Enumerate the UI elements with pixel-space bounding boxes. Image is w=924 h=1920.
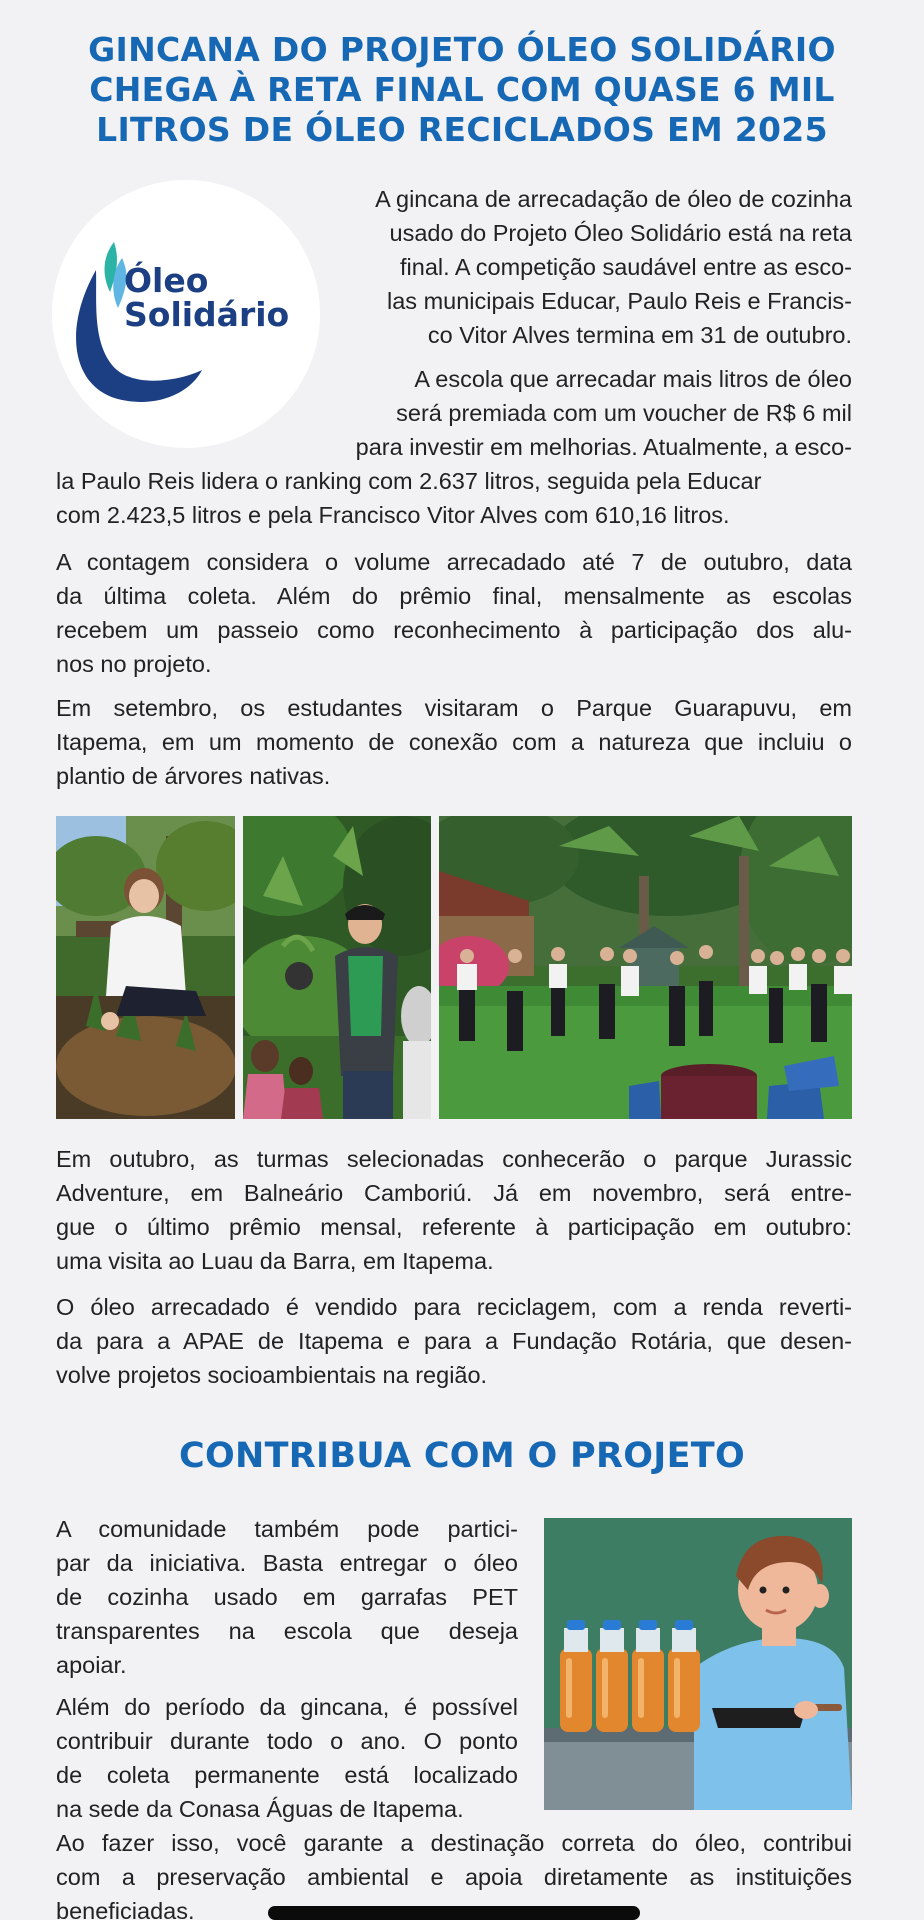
text-line: las municipais Educar, Paulo Reis e Francis- — [387, 288, 852, 314]
paragraph-prize — [56, 362, 852, 532]
text-line: transparentes na escola que deseja — [56, 1618, 518, 1644]
text-line: Ao fazer isso, você garante a destinação correta do óleo, contribui — [56, 1830, 852, 1856]
paragraph-count — [56, 545, 852, 681]
text-line: recebem um passeio como reconhecimento à participação dos alu- — [56, 617, 852, 643]
article-headline — [40, 30, 884, 150]
paragraph-october — [56, 1142, 852, 1278]
paragraph-recycling — [56, 1290, 852, 1392]
text-line: Em outubro, as turmas selecionadas conhecerão o parque Jurassic — [56, 1146, 852, 1172]
text-line: beneficiadas. — [56, 1898, 195, 1920]
text-line: A escola que arrecadar mais litros de óleo — [414, 366, 852, 392]
photo-student-planting — [56, 816, 235, 1119]
paragraph-collection-point — [56, 1690, 518, 1826]
text-line: da última coleta. Além do prêmio final, mensalmente as escolas — [56, 583, 852, 609]
paragraph-intro — [300, 182, 852, 352]
section-title: CONTRIBUA COM O PROJETO — [178, 1436, 746, 1476]
home-indicator[interactable] — [268, 1906, 640, 1920]
text-line: O óleo arrecadado é vendido para reciclagem, com a renda reverti- — [56, 1294, 852, 1320]
text-line: la Paulo Reis lidera o ranking com 2.637 litros, seguida pela Educar — [56, 468, 762, 494]
paragraph-community — [56, 1512, 518, 1682]
photo-teacher-with-plant-image — [243, 816, 431, 1119]
logo-wordmark — [124, 261, 290, 334]
headline-line: LITROS DE ÓLEO RECICLADOS EM 2025 — [96, 110, 828, 149]
paragraph-september — [56, 691, 852, 793]
text-line: usado do Projeto Óleo Solidário está na reta — [389, 220, 852, 246]
text-line: A gincana de arrecadação de óleo de cozinha — [375, 186, 852, 212]
text-line: A contagem considera o volume arrecadado até 7 de outubro, data — [56, 549, 852, 575]
logo-text-line1: Óleo — [124, 261, 209, 300]
text-line: nos no projeto. — [56, 651, 212, 677]
text-line: final. A competição saudável entre as esco- — [400, 254, 852, 280]
photo-students-in-park — [439, 816, 852, 1119]
text-line: gue o último prêmio mensal, referente à participação em outubro: — [56, 1214, 852, 1240]
text-line: par da iniciativa. Basta entregar o óleo — [56, 1550, 518, 1576]
text-line: da para a APAE de Itapema e para a Fundação Rotária, que desen- — [56, 1328, 852, 1354]
text-line: co Vitor Alves termina em 31 de outubro. — [427, 322, 852, 348]
text-line: com 2.423,5 litros e pela Francisco Vitor Alves com 610,16 litros. — [56, 502, 730, 528]
photo-students-in-park-image — [439, 816, 852, 1119]
headline-line: GINCANA DO PROJETO ÓLEO SOLIDÁRIO — [88, 30, 836, 69]
oil-bottles-illustration — [544, 1518, 852, 1810]
text-line: apoiar. — [56, 1652, 127, 1678]
text-line: de cozinha usado em garrafas PET — [56, 1584, 518, 1610]
text-line: de coleta permanente está localizado — [56, 1762, 518, 1788]
text-line: Itapema, em um momento de conexão com a natureza que incluiu o — [56, 729, 852, 755]
logo-text-line2: Solidário — [124, 295, 290, 334]
text-line: Adventure, em Balneário Camboriú. Já em novembro, será entre- — [56, 1180, 852, 1206]
text-line: plantio de árvores nativas. — [56, 763, 331, 789]
text-line: volve projetos socioambientais na região. — [56, 1362, 488, 1388]
photo-teacher-with-plant — [243, 816, 431, 1119]
text-line: A comunidade também pode partici- — [56, 1516, 518, 1542]
illustration-oil-bottles — [544, 1518, 852, 1810]
photo-student-planting-image — [56, 816, 235, 1119]
text-line: Além do período da gincana, é possível — [56, 1694, 518, 1720]
text-line: Em setembro, os estudantes visitaram o Parque Guarapuvu, em — [56, 695, 852, 721]
text-line: uma visita ao Luau da Barra, em Itapema. — [56, 1248, 494, 1274]
text-line: será premiada com um voucher de R$ 6 mil — [396, 400, 852, 426]
text-line: contribuir durante todo o ano. O ponto — [56, 1728, 518, 1754]
headline-line: CHEGA À RETA FINAL COM QUASE 6 MIL — [89, 70, 835, 109]
text-line: para investir em melhorias. Atualmente, a esco- — [355, 434, 852, 460]
text-line: com a preservação ambiental e apoia diretamente as instituições — [56, 1864, 852, 1890]
text-line: na sede da Conasa Águas de Itapema. — [56, 1796, 464, 1822]
